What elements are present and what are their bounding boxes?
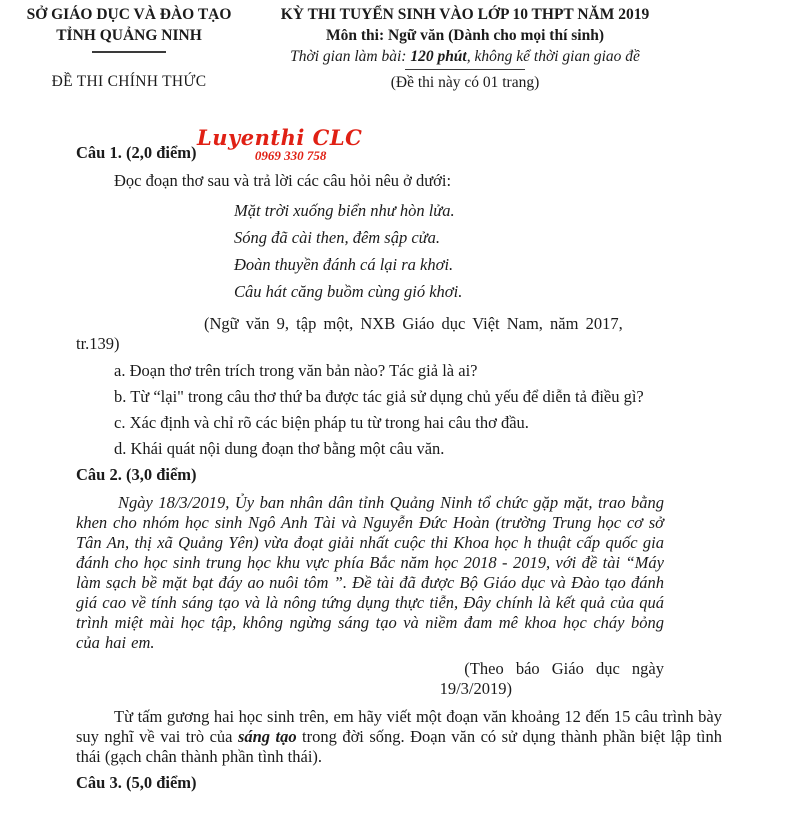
question1-item-d: d. Khái quát nội dung đoạn thơ bằng một câu văn. [114,439,445,458]
question1-intro: Đọc đoạn thơ sau và trả lời các câu hỏi nêu ở dưới: [114,171,452,190]
watermark-logo [197,127,362,162]
divider [405,69,525,70]
duration-value: 120 phút [410,48,467,65]
passage-source [76,659,664,699]
citation-line1: (Ngữ văn 9, tập một, NXB Giáo dục Việt Nam, năm 2017, [204,314,623,333]
question2-heading: Câu 2. (3,0 điểm) [76,465,197,484]
exam-subject: Môn thi: Ngữ văn (Dành cho mọi thí sinh) [325,27,604,44]
issuer-line1: SỞ GIÁO DỤC VÀ ĐÀO TẠO [26,6,232,23]
citation-line2: tr.139) [76,334,120,353]
divider [92,51,166,53]
task-text-1: Từ tấm gương hai học sinh trên, em hãy viết một đoạn văn khoảng 12 đến 15 câu trình bày suy nghĩ về vai trò của [76,707,722,746]
question1-item-b: b. Từ “lại" trong câu thơ thứ ba được tác giả sử dụng chủ yếu để diễn tả điều gì? [114,387,644,406]
question3-heading: Câu 3. (5,0 điểm) [76,773,197,792]
document-header [0,0,800,93]
issuer-line2: TỈNH QUẢNG NINH [56,27,202,44]
exam-body [76,143,722,793]
source-line2: 19/3/2019) [439,679,512,698]
exam-title-block [264,4,666,93]
question1-item-a: a. Đoạn thơ trên trích trong văn bản nào? Tác giả là ai? [114,361,478,380]
duration-suffix: , không kể thời gian giao đề [466,48,640,65]
brand-phone: 0969 330 758 [254,148,327,163]
poem-citation [76,314,722,354]
issuer-block [0,4,258,93]
exam-title: KỲ THI TUYỂN SINH VÀO LỚP 10 THPT NĂM 2019 [280,6,650,23]
brand-name: Luyenthi CLC [197,125,363,150]
task-keyword: sáng tạo [237,727,297,746]
page-count-note: (Đề thi này có 01 trang) [390,74,540,91]
question1-heading: Câu 1. (2,0 điểm) [76,143,197,162]
poem-line: Câu hát căng buồm cùng gió khơi. [234,282,463,301]
exam-duration [264,46,666,67]
question2-task [76,707,722,767]
poem-block [234,197,722,305]
task-text-2: trong đời sống. Đoạn văn có sử dụng thành phần biệt lập tình thái (gạch chân thành phần tình thái). [76,727,722,766]
source-line1: (Theo báo Giáo dục ngày [464,659,664,678]
poem-line: Đoàn thuyền đánh cá lại ra khơi. [234,255,454,274]
question1-item-c: c. Xác định và chỉ rõ các biện pháp tu từ trong hai câu thơ đầu. [114,413,529,432]
official-exam-label: ĐỀ THI CHÍNH THỨC [51,73,207,90]
question2-passage: Ngày 18/3/2019, Ủy ban nhân dân tỉnh Quảng Ninh tổ chức gặp mặt, trao bằng khen cho nhóm học sinh Ngô Anh Tài và Nguyễn Đức Hoàn (trường Trung học cơ sở Tân An, thị xã Quảng Yên) vừa đoạt giải nhất cuộc thi Khoa học h thuật cấp quốc gia đánh cho học sinh trung học khu vực phía Bắc năm học 2018 - 2019, với đề tài “Máy làm sạch bề mặt bạt đáy ao nuôi tôm ”. Đề tài đã được Bộ Giáo dục và Đào tạo đánh giá cao về tính sáng tạo và là nông tứng dụng thực tiễn, Đây chính là kết quả của quá trình miệt mài học tập, không ngừng sáng tạo và niềm đam mê khoa học cháy bỏng của hai em. [76,493,664,652]
duration-prefix: Thời gian làm bài: [290,48,411,65]
poem-line: Mặt trời xuống biển như hòn lửa. [234,201,455,220]
poem-line: Sóng đã cài then, đêm sập cửa. [234,228,441,247]
